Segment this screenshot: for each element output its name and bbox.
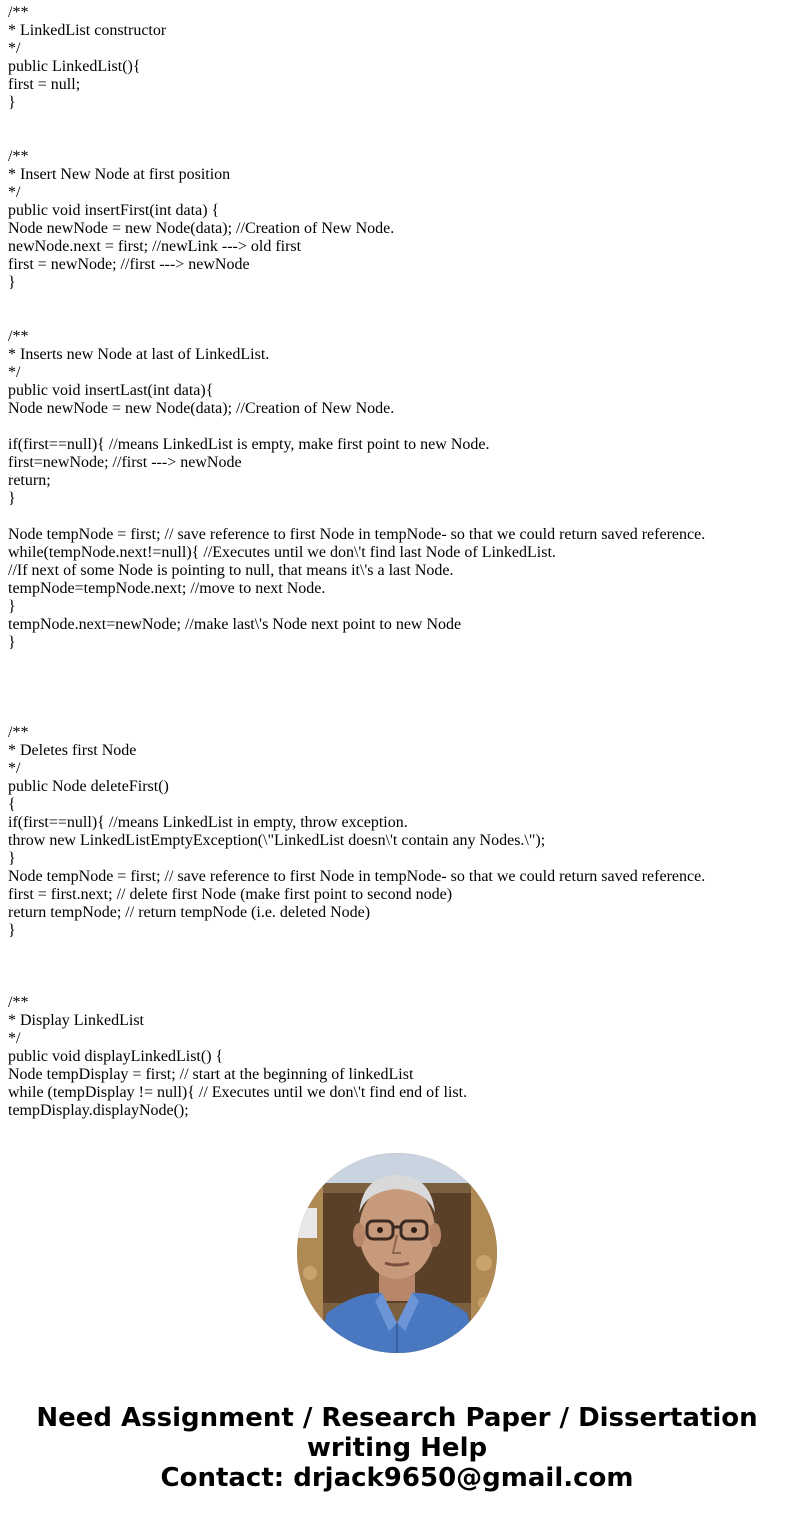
code-line: first=newNode; //first ---> newNode xyxy=(8,454,242,471)
code-line: */ xyxy=(8,760,21,777)
code-line: Node newNode = new Node(data); //Creation of New Node. xyxy=(8,220,395,237)
code-line: } xyxy=(8,490,16,507)
code-line: //If next of some Node is pointing to null, that means it\'s a last Node. xyxy=(8,562,454,579)
code-line: Node newNode = new Node(data); //Creation of New Node. xyxy=(8,400,395,417)
contact-footer xyxy=(0,1403,794,1493)
code-line: } xyxy=(8,94,16,111)
code-line: while(tempNode.next!=null){ //Executes until we don\'t find last Node of LinkedList. xyxy=(8,544,556,561)
code-line: public LinkedList(){ xyxy=(8,58,141,75)
code-line xyxy=(8,652,788,670)
code-line: first = newNode; //first ---> newNode xyxy=(8,256,250,273)
code-line: } xyxy=(8,634,16,651)
code-line: /** xyxy=(8,4,29,21)
code-line: */ xyxy=(8,184,21,201)
code-line: if(first==null){ //means LinkedList is empty, make first point to new Node. xyxy=(8,436,490,453)
code-line xyxy=(8,310,788,328)
code-line: Node tempDisplay = first; // start at the beginning of linkedList xyxy=(8,1066,414,1083)
code-line: } xyxy=(8,598,16,615)
code-line xyxy=(8,670,788,688)
code-line: { xyxy=(8,796,16,813)
footer-headline: Need Assignment / Research Paper / Dissertation xyxy=(36,1403,758,1433)
code-line: * Inserts new Node at last of LinkedList. xyxy=(8,346,270,363)
code-line: if(first==null){ //means LinkedList in empty, throw exception. xyxy=(8,814,408,831)
code-line: public void insertLast(int data){ xyxy=(8,382,214,399)
code-line: /** xyxy=(8,994,29,1011)
code-line: throw new LinkedListEmptyException(\"LinkedList doesn\'t contain any Nodes.\"); xyxy=(8,832,546,849)
code-line xyxy=(8,130,788,148)
code-line xyxy=(8,940,788,958)
code-line xyxy=(8,688,788,706)
code-line: first = first.next; // delete first Node (make first point to second node) xyxy=(8,886,453,903)
code-line: while (tempDisplay != null){ // Executes until we don\'t find end of list. xyxy=(8,1084,468,1101)
code-line: return; xyxy=(8,472,51,489)
code-line xyxy=(8,292,788,310)
code-line: newNode.next = first; //newLink ---> old first xyxy=(8,238,302,255)
code-line: return tempNode; // return tempNode (i.e. deleted Node) xyxy=(8,904,371,921)
code-line: * Deletes first Node xyxy=(8,742,137,759)
code-line xyxy=(8,112,788,130)
code-line xyxy=(8,958,788,976)
code-line xyxy=(8,508,788,526)
code-line: Node tempNode = first; // save reference to first Node in tempNode- so that we could return saved reference. xyxy=(8,868,706,885)
portrait-illustration xyxy=(297,1153,497,1353)
code-line: */ xyxy=(8,40,21,57)
code-line xyxy=(8,706,788,724)
code-line: * Display LinkedList xyxy=(8,1012,144,1029)
code-line: Node tempNode = first; // save reference to first Node in tempNode- so that we could return saved reference. xyxy=(8,526,706,543)
code-line: /** xyxy=(8,328,29,345)
code-line: * Insert New Node at first position xyxy=(8,166,231,183)
code-line xyxy=(8,976,788,994)
code-line: tempDisplay.displayNode(); xyxy=(8,1102,189,1119)
code-line: public void insertFirst(int data) { xyxy=(8,202,220,219)
author-photo xyxy=(297,1153,497,1353)
code-line: /** xyxy=(8,724,29,741)
code-line: */ xyxy=(8,1030,21,1047)
code-line: tempNode.next=newNode; //make last\'s Node next point to new Node xyxy=(8,616,462,633)
code-line: public Node deleteFirst() xyxy=(8,778,169,795)
code-line: } xyxy=(8,850,16,867)
code-line: } xyxy=(8,922,16,939)
code-line: first = null; xyxy=(8,76,81,93)
code-line: */ xyxy=(8,364,21,381)
code-line: } xyxy=(8,274,16,291)
footer-subheadline: writing Help xyxy=(306,1433,488,1463)
footer-contact-email: Contact: drjack9650@gmail.com xyxy=(160,1463,634,1493)
code-line: /** xyxy=(8,148,29,165)
code-line: tempNode=tempNode.next; //move to next Node. xyxy=(8,580,326,597)
code-line xyxy=(8,418,788,436)
code-line: public void displayLinkedList() { xyxy=(8,1048,224,1065)
code-line: * LinkedList constructor xyxy=(8,22,167,39)
code-listing xyxy=(8,4,788,1120)
